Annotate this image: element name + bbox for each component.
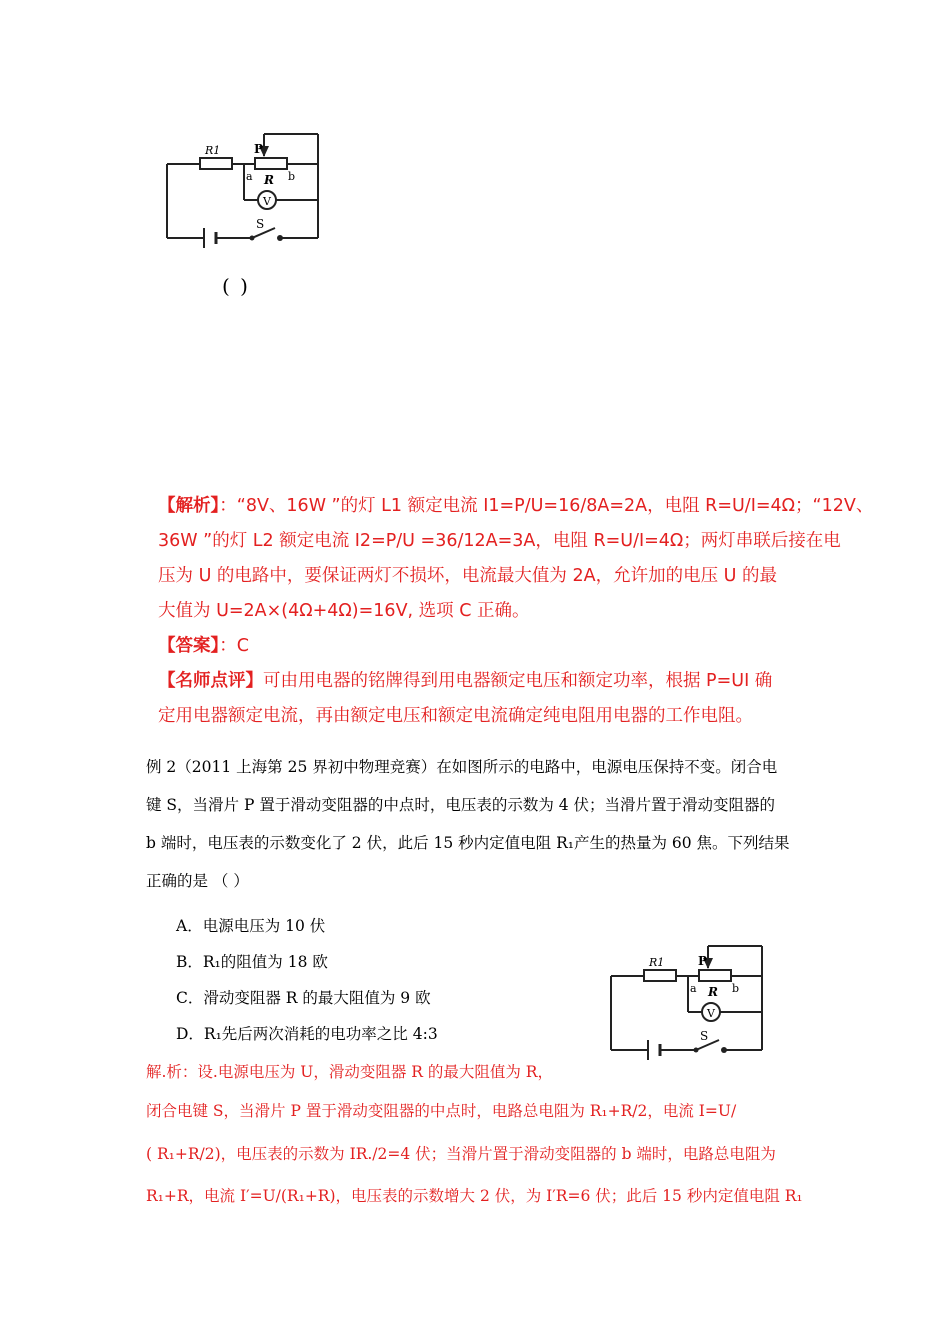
analysis-line-1 xyxy=(158,494,873,518)
solution-line-4: R₁+R，电流 I′=U/(R₁+R)，电压表的示数增大 2 伏，为 I′R=6 伏；此后 15 秒内定值电阻 R₁ xyxy=(146,1187,803,1205)
label-a: a xyxy=(246,170,253,183)
analysis-line-3: 压为 U 的电路中，要保证两灯不损坏，电流最大值为 2A，允许加的电压 U 的最 xyxy=(158,566,778,586)
answer-line xyxy=(158,634,249,658)
option-c: C．滑动变阻器 R 的最大阻值为 9 欧 xyxy=(176,989,431,1007)
example2-line-3: b 端时，电压表的示数变化了 2 伏，此后 15 秒内定值电阻 R₁产生的热量为 60 焦。下列结果 xyxy=(146,834,790,852)
label-a: a xyxy=(690,982,697,995)
comment-tag: 【名师点评】 xyxy=(158,671,263,691)
analysis-text-1: ：“8V、16W ”的灯 L1 额定电流 I1=P/U=16/8A=2A，电阻 R=U/I=4Ω；“12V、 xyxy=(219,496,874,516)
label-r: R xyxy=(264,173,274,187)
label-r1: R1 xyxy=(205,144,221,157)
comment-line-1 xyxy=(158,669,772,693)
option-b: B．R₁的阻值为 18 欧 xyxy=(176,953,328,971)
figure-1-blank: ( ) xyxy=(222,274,250,298)
circuit-diagram-1 xyxy=(160,128,335,253)
label-v: V xyxy=(707,1007,715,1020)
solution-line-3: ( R₁+R/2)，电压表的示数为 IR./2=4 伏；当滑片置于滑动变阻器的 b 端时，电路总电阻为 xyxy=(146,1145,776,1163)
comment-line-2: 定用电器额定电流，再由额定电压和额定电流确定纯电阻用电器的工作电阻。 xyxy=(158,706,753,726)
analysis-line-4: 大值为 U=2A×(4Ω+4Ω)=16V, 选项 C 正确。 xyxy=(158,601,530,621)
circuit-diagram-2 xyxy=(604,940,779,1065)
comment-text-1: 可由用电器的铭牌得到用电器额定电压和额定功率，根据 P=UI 确 xyxy=(263,671,773,691)
label-s: S xyxy=(256,217,265,231)
label-s: S xyxy=(700,1029,709,1043)
example2-line-2: 键 S，当滑片 P 置于滑动变阻器的中点时，电压表的示数为 4 伏；当滑片置于滑动变阻器的 xyxy=(146,796,776,814)
label-p: P xyxy=(698,954,708,968)
example2-line-4: 正确的是 （ ） xyxy=(146,872,249,890)
label-b: b xyxy=(732,982,740,995)
example2-line-1: 例 2（2011 上海第 25 界初中物理竞赛）在如图所示的电路中，电源电压保持不变。闭合电 xyxy=(146,758,778,776)
label-r: R xyxy=(708,985,718,999)
solution-line-1: 解.析：设.电源电压为 U，滑动变阻器 R 的最大阻值为 R， xyxy=(146,1063,553,1081)
label-p: P xyxy=(254,142,264,156)
label-r1: R1 xyxy=(649,956,665,969)
option-d: D．R₁先后两次消耗的电功率之比 4:3 xyxy=(176,1025,438,1043)
analysis-tag: 【解析】 xyxy=(158,496,220,516)
option-a: A．电源电压为 10 伏 xyxy=(176,917,326,935)
label-v: V xyxy=(263,195,271,208)
answer-value: ：C xyxy=(219,636,249,656)
label-b: b xyxy=(288,170,296,183)
solution-line-2: 闭合电键 S，当滑片 P 置于滑动变阻器的中点时，电路总电阻为 R₁+R/2，电流 I=U/ xyxy=(146,1102,737,1120)
analysis-line-2: 36W ”的灯 L2 额定电流 I2=P/U =36/12A=3A，电阻 R=U/I=4Ω；两灯串联后接在电 xyxy=(158,531,841,551)
answer-tag: 【答案】 xyxy=(158,636,220,656)
